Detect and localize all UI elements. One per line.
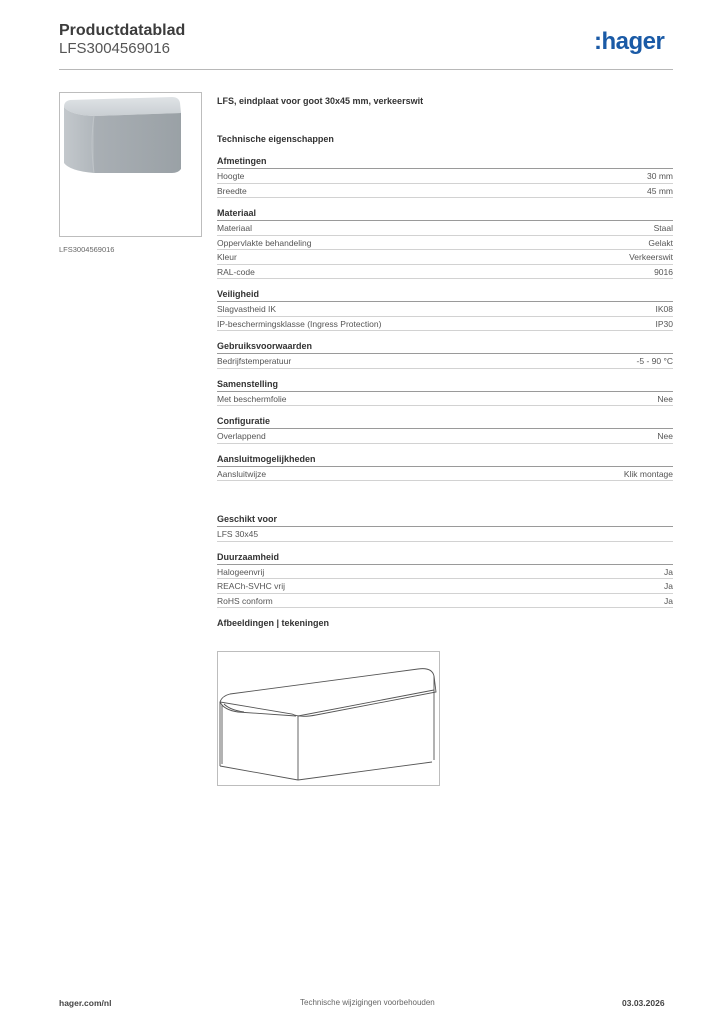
spec-label: IP-beschermingsklasse (Ingress Protection) bbox=[217, 318, 382, 329]
spec-value: IP30 bbox=[655, 318, 673, 329]
spec-value: 9016 bbox=[654, 266, 673, 277]
page-title: Productdatablad bbox=[59, 22, 186, 39]
spec-value: 30 mm bbox=[647, 171, 673, 181]
footer-website[interactable]: hager.com/nl bbox=[59, 998, 112, 1008]
spec-group bbox=[217, 287, 673, 331]
group-title: Materiaal bbox=[217, 206, 673, 221]
header-divider bbox=[59, 69, 673, 70]
group-title: Configuratie bbox=[217, 414, 673, 429]
spec-value: Nee bbox=[657, 393, 673, 404]
spec-value: Ja bbox=[664, 595, 673, 606]
spec-label: Materiaal bbox=[217, 223, 252, 233]
product-details bbox=[217, 90, 673, 631]
logo-text: hager bbox=[601, 28, 665, 55]
spec-label: Kleur bbox=[217, 252, 237, 262]
end-plate-line-drawing-icon bbox=[218, 652, 439, 785]
group-title: Gebruiksvoorwaarden bbox=[217, 339, 673, 354]
spec-row bbox=[217, 527, 673, 542]
spec-value: Ja bbox=[664, 581, 673, 591]
spec-group bbox=[217, 154, 673, 198]
spec-row bbox=[217, 579, 673, 594]
spec-label: REACh-SVHC vrij bbox=[217, 581, 286, 591]
spec-row bbox=[217, 250, 673, 265]
image-caption: LFS3004569016 bbox=[59, 245, 115, 254]
spec-row bbox=[217, 594, 673, 609]
spec-group bbox=[217, 414, 673, 444]
spec-group bbox=[217, 339, 673, 369]
spec-value: Gelakt bbox=[648, 237, 673, 248]
footer-disclaimer: Technische wijzigingen voorbehouden bbox=[300, 998, 435, 1007]
spec-row bbox=[217, 392, 673, 407]
end-plate-photo-icon bbox=[60, 93, 201, 236]
spec-label: RAL-code bbox=[217, 266, 255, 277]
spec-label: Aansluitwijze bbox=[217, 468, 267, 479]
hager-logo bbox=[594, 27, 664, 57]
spec-row bbox=[217, 354, 673, 369]
group-title: Samenstelling bbox=[217, 377, 673, 392]
logo-mark-icon: : bbox=[594, 28, 602, 55]
group-title: Geschikt voor bbox=[217, 512, 673, 527]
product-code: LFS3004569016 bbox=[59, 40, 170, 57]
group-title: Veiligheid bbox=[217, 287, 673, 302]
spec-value: Nee bbox=[657, 431, 673, 441]
spec-label: RoHS conform bbox=[217, 595, 273, 606]
spec-label: Halogeenvrij bbox=[217, 566, 265, 577]
group-title: Aansluitmogelijkheden bbox=[217, 452, 673, 467]
spec-label: Met beschermfolie bbox=[217, 393, 287, 404]
spec-label: LFS 30x45 bbox=[217, 529, 259, 539]
technical-drawing bbox=[217, 651, 440, 786]
spec-label: Bedrijfstemperatuur bbox=[217, 356, 292, 366]
spec-row bbox=[217, 565, 673, 580]
spec-value: Ja bbox=[664, 566, 673, 577]
suitable-group bbox=[217, 512, 673, 542]
spec-row bbox=[217, 236, 673, 251]
group-title: Duurzaamheid bbox=[217, 550, 673, 565]
technical-groups bbox=[217, 154, 673, 481]
footer-date: 03.03.2026 bbox=[622, 998, 665, 1008]
spec-value: -5 - 90 °C bbox=[636, 356, 673, 366]
product-description: LFS, eindplaat voor goot 30x45 mm, verkeerswit bbox=[217, 96, 424, 106]
spec-row bbox=[217, 265, 673, 280]
spec-row bbox=[217, 302, 673, 317]
spec-row bbox=[217, 429, 673, 444]
spec-label: Hoogte bbox=[217, 171, 245, 181]
spec-row bbox=[217, 467, 673, 482]
spec-label: Slagvastheid IK bbox=[217, 304, 277, 314]
product-image bbox=[59, 92, 202, 237]
spec-value: IK08 bbox=[655, 304, 673, 314]
spec-label: Breedte bbox=[217, 185, 247, 196]
drawings-heading: Afbeeldingen | tekeningen bbox=[217, 618, 330, 628]
spec-label: Oppervlakte behandeling bbox=[217, 237, 312, 248]
spec-row bbox=[217, 221, 673, 236]
spec-group bbox=[217, 452, 673, 482]
sustainability-group bbox=[217, 550, 673, 609]
spec-value: 45 mm bbox=[647, 185, 673, 196]
spec-value: Staal bbox=[653, 223, 673, 233]
spec-value: Klik montage bbox=[623, 468, 673, 479]
group-title: Afmetingen bbox=[217, 154, 673, 169]
spec-group bbox=[217, 377, 673, 407]
spec-label: Overlappend bbox=[217, 431, 266, 441]
spec-row bbox=[217, 317, 673, 332]
spec-value: Verkeerswit bbox=[629, 252, 673, 262]
spec-row bbox=[217, 169, 673, 184]
spec-row bbox=[217, 184, 673, 199]
spec-group bbox=[217, 206, 673, 279]
technical-heading: Technische eigenschappen bbox=[217, 134, 334, 144]
